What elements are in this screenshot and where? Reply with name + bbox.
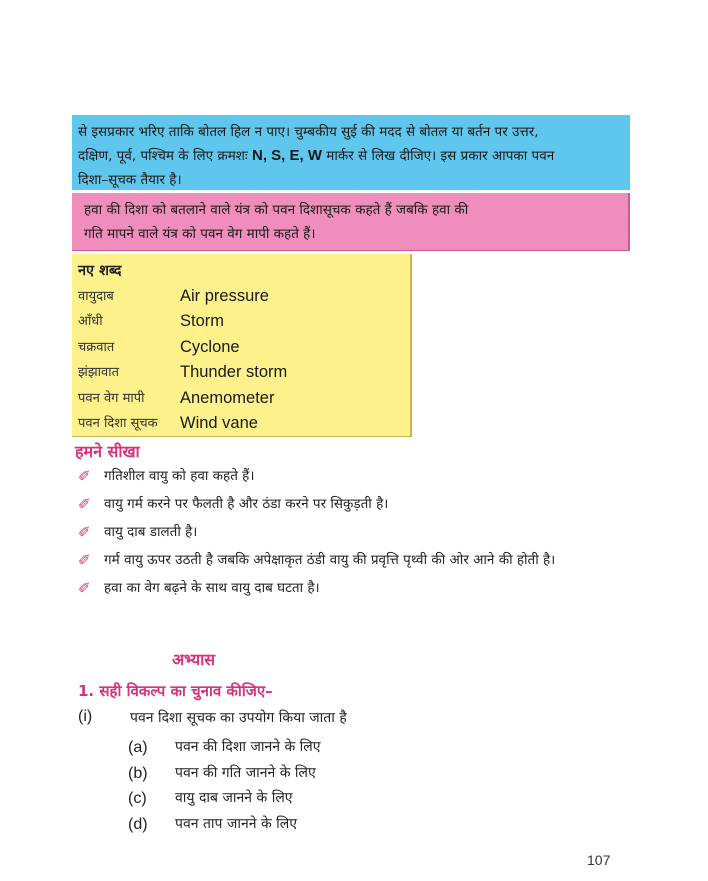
- definition-line-1: हवा की दिशा को बतलाने वाले यंत्र को पवन दिशासूचक कहते हैं जबकि हवा की: [84, 202, 469, 218]
- quill-pen-icon: ✐: [78, 551, 91, 569]
- practice-heading: अभ्यास: [172, 650, 216, 669]
- vocab-row: [78, 309, 410, 334]
- vocab-hindi: आँधी: [78, 314, 103, 330]
- vocab-hindi: पवन वेग मापी: [78, 390, 145, 406]
- definition-line-2: गति मापने वाले यंत्र को पवन वेग मापी कहते हैं।: [84, 226, 316, 242]
- list-item: [78, 576, 598, 600]
- option-text: पवन की दिशा जानने के लिए: [175, 739, 321, 755]
- vocab-row: [78, 386, 410, 411]
- vocab-english: Wind vane: [180, 413, 258, 432]
- list-item-text: वायु गर्म करने पर फैलती है और ठंडा करने पर सिकुड़ती है।: [104, 496, 389, 512]
- option-text: वायु दाब जानने के लिए: [175, 790, 293, 806]
- vocab-row: [78, 411, 410, 436]
- list-item-text: हवा का वेग बढ़ने के साथ वायु दाब घटता है।: [104, 580, 320, 596]
- vocab-row: [78, 335, 410, 360]
- vocab-english: Cyclone: [180, 337, 240, 356]
- quill-pen-icon: ✐: [78, 523, 91, 541]
- options-list: [128, 735, 321, 837]
- list-item: [78, 492, 598, 516]
- quill-pen-icon: ✐: [78, 495, 91, 513]
- vocab-row: [78, 360, 410, 385]
- vocab-hindi: वायुदाब: [78, 289, 114, 304]
- vocab-hindi: पवन दिशा सूचक: [78, 415, 158, 431]
- instruction-line-2: दक्षिण, पूर्व, पश्चिम के लिए क्रमशः N, S, E, W मार्कर से लिख दीजिए। इस प्रकार आपका पवन: [78, 147, 555, 164]
- activity-instructions-box: [72, 115, 630, 190]
- list-item: [78, 548, 598, 572]
- option-label: (d): [128, 815, 148, 833]
- question-heading: 1. सही विकल्प का चुनाव कीजिए–: [78, 682, 273, 700]
- vocab-row: [78, 284, 410, 309]
- we-learned-heading: हमने सीखा: [75, 442, 140, 461]
- page-number: 107: [587, 852, 611, 868]
- new-words-box: [72, 254, 412, 437]
- vocab-hindi: चक्रवात: [78, 339, 115, 355]
- instruction-line-1: से इसप्रकार भरिए ताकि बोतल हिल न पाए। चुम्बकीय सुई की मदद से बोतल या बर्तन पर उत्तर,: [78, 124, 539, 140]
- definition-box: [72, 193, 630, 251]
- quill-pen-icon: ✐: [78, 467, 91, 485]
- new-words-title: नए शब्द: [78, 263, 122, 279]
- option-a: [128, 735, 321, 761]
- option-d: [128, 812, 321, 838]
- question-row: [78, 708, 347, 727]
- vocab-english: Thunder storm: [180, 363, 288, 382]
- option-text: पवन की गति जानने के लिए: [175, 764, 316, 781]
- vocab-english: Storm: [180, 312, 225, 331]
- option-text: पवन ताप जानने के लिए: [175, 815, 298, 832]
- option-c: [128, 786, 321, 812]
- option-label: (a): [128, 739, 148, 756]
- direction-letters: N, S, E, W: [252, 147, 323, 164]
- list-item-text: गतिशील वायु को हवा कहते हैं।: [104, 468, 255, 484]
- quill-pen-icon: ✐: [78, 579, 91, 597]
- list-item-text: वायु दाब डालती है।: [104, 524, 198, 540]
- instruction-line-3: दिशा–सूचक तैयार है।: [78, 172, 182, 188]
- vocab-english: Anemometer: [180, 388, 275, 407]
- question-text: पवन दिशा सूचक का उपयोग किया जाता है: [130, 710, 347, 726]
- option-label: (c): [128, 790, 147, 807]
- option-b: [128, 761, 321, 787]
- list-item: [78, 520, 598, 544]
- list-item: [78, 464, 598, 488]
- list-item-text: गर्म वायु ऊपर उठती है जबकि अपेक्षाकृत ठंडी वायु की प्रवृत्ति पृथ्वी की ओर आने की होती है।: [104, 552, 556, 568]
- option-label: (b): [128, 764, 148, 782]
- vocab-hindi: झंझावात: [78, 365, 120, 381]
- learned-list: [78, 464, 598, 604]
- question-number: (i): [78, 708, 93, 725]
- vocab-english: Air pressure: [180, 287, 269, 305]
